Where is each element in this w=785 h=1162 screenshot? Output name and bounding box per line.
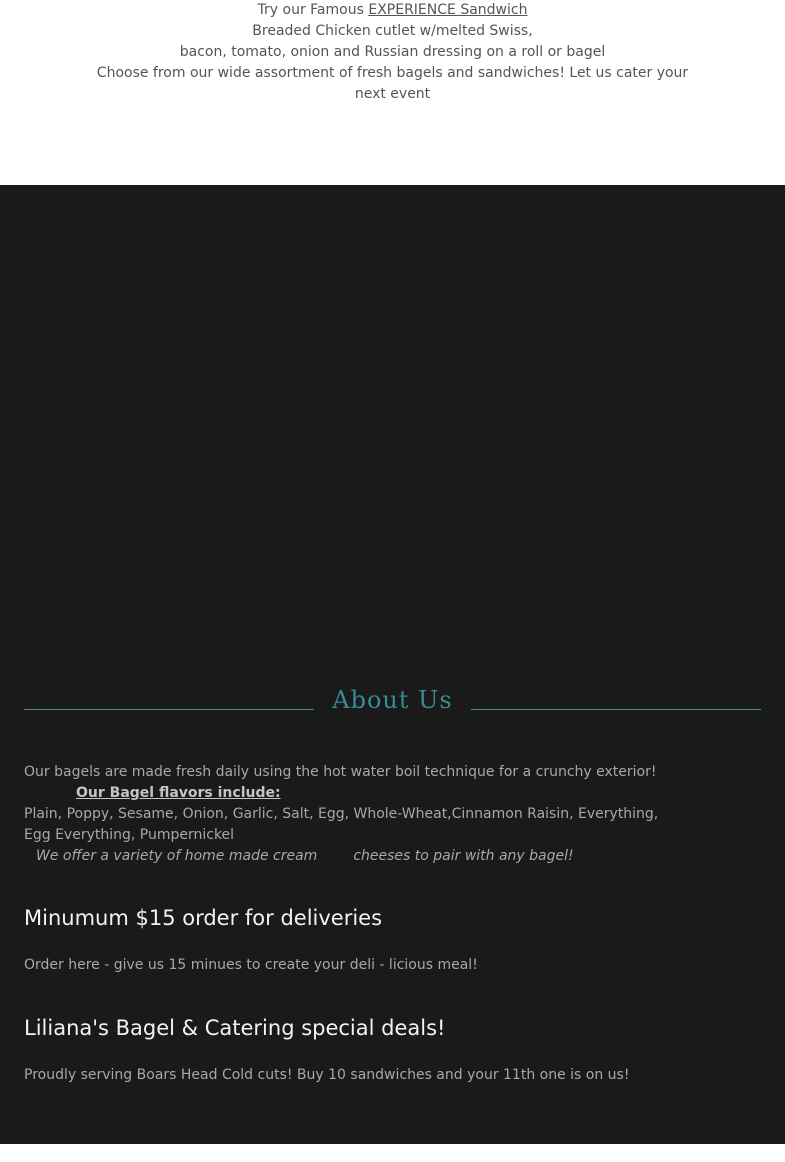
- deliveries-text: Order here - give us 15 minues to create your deli - licious meal!: [24, 957, 478, 973]
- cream-cheese-note-part2: cheeses to pair with any bagel!: [353, 848, 574, 864]
- dark-content-section: [0, 185, 785, 1144]
- deliveries-heading: Minumum $15 order for deliveries: [24, 906, 383, 930]
- intro-famous-prefix: Try our Famous: [257, 2, 364, 18]
- cream-cheese-note-part1: We offer a variety of home made cream: [36, 848, 318, 864]
- cream-cheese-note: [24, 846, 674, 867]
- about-divider-right: [471, 709, 761, 710]
- about-intro-text: Our bagels are made fresh daily using the hot water boil technique for a crunchy exterior!: [24, 764, 657, 780]
- about-us-body: [24, 762, 674, 867]
- bagel-flavors-heading: Our Bagel flavors include:: [76, 785, 281, 801]
- experience-sandwich-link[interactable]: EXPERIENCE Sandwich: [368, 2, 528, 18]
- special-deals-text: Proudly serving Boars Head Cold cuts! Buy 10 sandwiches and your 11th one is on us!: [24, 1067, 630, 1083]
- top-intro-section: [0, 0, 785, 185]
- bagel-flavors-list: Plain, Poppy, Sesame, Onion, Garlic, Salt, Egg, Whole-Wheat,Cinnamon Raisin, Everything, Egg Everything, Pumpernickel: [24, 806, 659, 843]
- intro-line-famous: [0, 0, 785, 21]
- intro-line-catering: Choose from our wide assortment of fresh bagels and sandwiches! Let us cater your next event: [96, 65, 689, 102]
- intro-line-toppings: bacon, tomato, onion and Russian dressing on a roll or bagel: [179, 44, 606, 60]
- special-deals-heading: Liliana's Bagel & Catering special deals!: [24, 1016, 446, 1040]
- intro-line-chicken: Breaded Chicken cutlet w/melted Swiss,: [252, 23, 533, 39]
- about-divider-left: [24, 709, 314, 710]
- about-us-header: [24, 686, 761, 726]
- page-bottom-strip: [0, 1144, 785, 1162]
- about-us-title: About Us: [332, 686, 453, 714]
- intro-text-block: [0, 0, 785, 105]
